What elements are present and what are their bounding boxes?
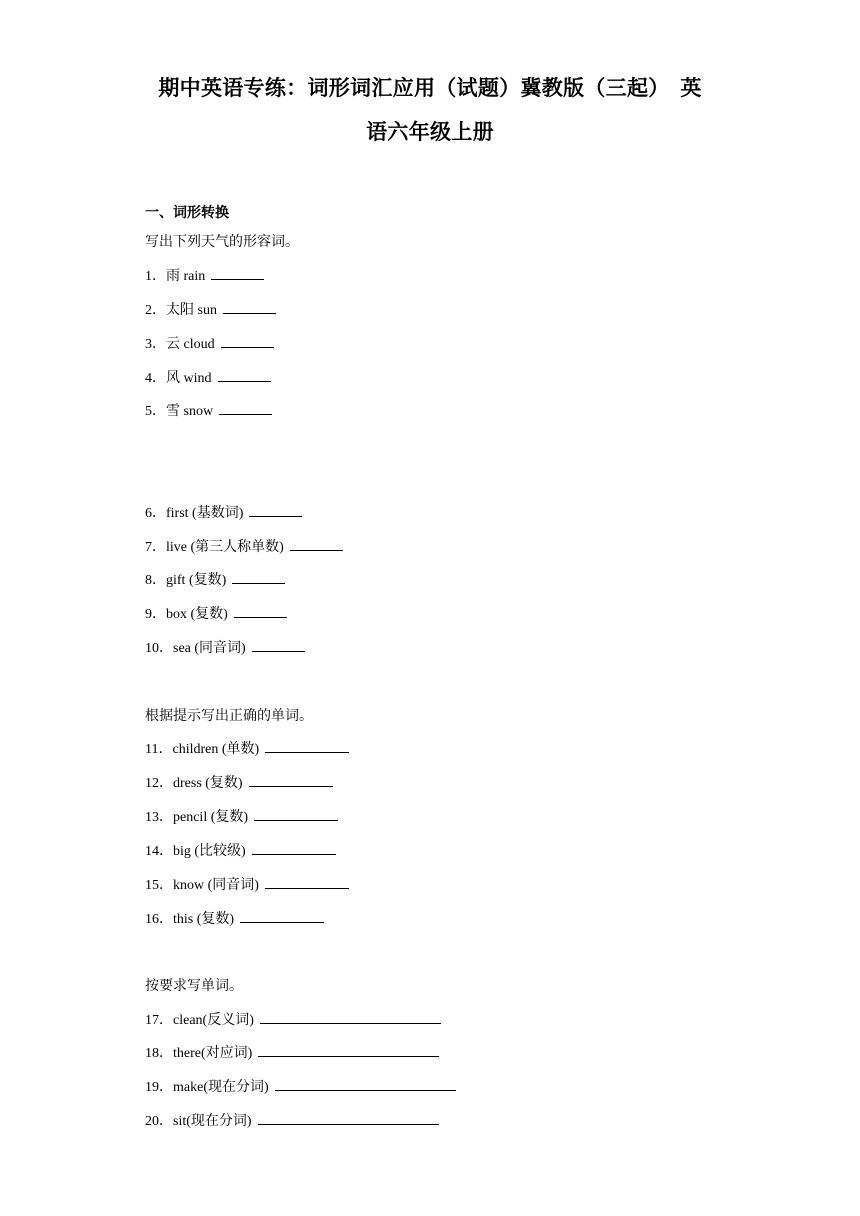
answer-blank[interactable]: [252, 638, 305, 652]
question-number: 16．: [145, 912, 173, 927]
section3-instruction: 根据提示写出正确的单词。: [145, 709, 313, 724]
question-number: 12．: [145, 776, 173, 791]
question-number: 13．: [145, 810, 173, 825]
question-text: clean(反义词): [173, 1013, 254, 1028]
question-16: [145, 908, 324, 928]
question-number: 3．: [145, 337, 166, 352]
question-number: 1．: [145, 269, 166, 284]
question-number: 11．: [145, 742, 173, 757]
answer-blank[interactable]: [249, 773, 333, 787]
question-number: 17．: [145, 1013, 173, 1028]
answer-blank[interactable]: [249, 503, 302, 517]
answer-blank[interactable]: [240, 909, 324, 923]
question-4: [145, 367, 271, 387]
question-text: know (同音词): [173, 878, 259, 893]
question-number: 5．: [145, 404, 166, 419]
question-11: [145, 738, 349, 758]
question-8: [145, 569, 285, 589]
question-1: [145, 265, 264, 285]
question-20: [145, 1110, 439, 1130]
question-text: 太阳 sun: [166, 303, 217, 318]
question-number: 4．: [145, 371, 166, 386]
question-text: live (第三人称单数): [166, 540, 284, 555]
question-2: [145, 299, 276, 319]
answer-blank[interactable]: [218, 368, 271, 382]
question-number: 8．: [145, 573, 166, 588]
question-text: there(对应词): [173, 1046, 253, 1061]
question-7: [145, 536, 343, 556]
answer-blank[interactable]: [221, 334, 274, 348]
answer-blank[interactable]: [265, 739, 349, 753]
question-number: 6．: [145, 506, 166, 521]
question-number: 19．: [145, 1080, 173, 1095]
question-number: 18．: [145, 1046, 173, 1061]
page-title-line-1: 期中英语专练：词形词汇应用（试题）冀教版（三起） 英: [158, 76, 702, 100]
answer-blank[interactable]: [252, 841, 336, 855]
question-text: first (基数词): [166, 506, 244, 521]
question-15: [145, 874, 349, 894]
question-number: 9．: [145, 607, 166, 622]
answer-blank[interactable]: [265, 875, 349, 889]
question-5: [145, 400, 272, 420]
question-text: sea (同音词): [173, 641, 246, 656]
question-number: 7．: [145, 540, 166, 555]
question-text: big (比较级): [173, 844, 246, 859]
answer-blank[interactable]: [258, 1111, 439, 1125]
question-number: 10．: [145, 641, 173, 656]
section1-instruction: 写出下列天气的形容词。: [145, 235, 299, 250]
question-text: pencil (复数): [173, 810, 249, 825]
question-text: children (单数): [172, 742, 260, 757]
question-number: 15．: [145, 878, 173, 893]
answer-blank[interactable]: [219, 401, 272, 415]
question-text: 雨 rain: [166, 269, 206, 284]
answer-blank[interactable]: [275, 1077, 456, 1091]
answer-blank[interactable]: [223, 300, 276, 314]
answer-blank[interactable]: [232, 570, 285, 584]
question-text: make(现在分词): [173, 1080, 269, 1095]
question-text: this (复数): [173, 912, 235, 927]
answer-blank[interactable]: [254, 807, 338, 821]
question-12: [145, 772, 333, 792]
question-text: 风 wind: [166, 371, 212, 386]
question-number: 20．: [145, 1114, 173, 1129]
question-13: [145, 806, 338, 826]
question-number: 14．: [145, 844, 173, 859]
section4-instruction: 按要求写单词。: [145, 979, 243, 994]
page-title-line-2: 语六年级上册: [366, 120, 494, 144]
question-6: [145, 502, 302, 522]
question-text: 雪 snow: [166, 404, 214, 419]
section-heading: 一、词形转换: [145, 206, 229, 221]
answer-blank[interactable]: [260, 1010, 441, 1024]
question-text: 云 cloud: [166, 337, 215, 352]
answer-blank[interactable]: [290, 537, 343, 551]
answer-blank[interactable]: [211, 266, 264, 280]
question-9: [145, 603, 287, 623]
question-text: gift (复数): [166, 573, 227, 588]
question-3: [145, 333, 274, 353]
question-18: [145, 1042, 439, 1062]
answer-blank[interactable]: [234, 604, 287, 618]
question-text: dress (复数): [173, 776, 243, 791]
question-10: [145, 637, 305, 657]
question-14: [145, 840, 336, 860]
question-text: sit(现在分词): [173, 1114, 252, 1129]
question-17: [145, 1009, 441, 1029]
question-text: box (复数): [166, 607, 228, 622]
answer-blank[interactable]: [258, 1043, 439, 1057]
question-number: 2．: [145, 303, 166, 318]
question-19: [145, 1076, 456, 1096]
